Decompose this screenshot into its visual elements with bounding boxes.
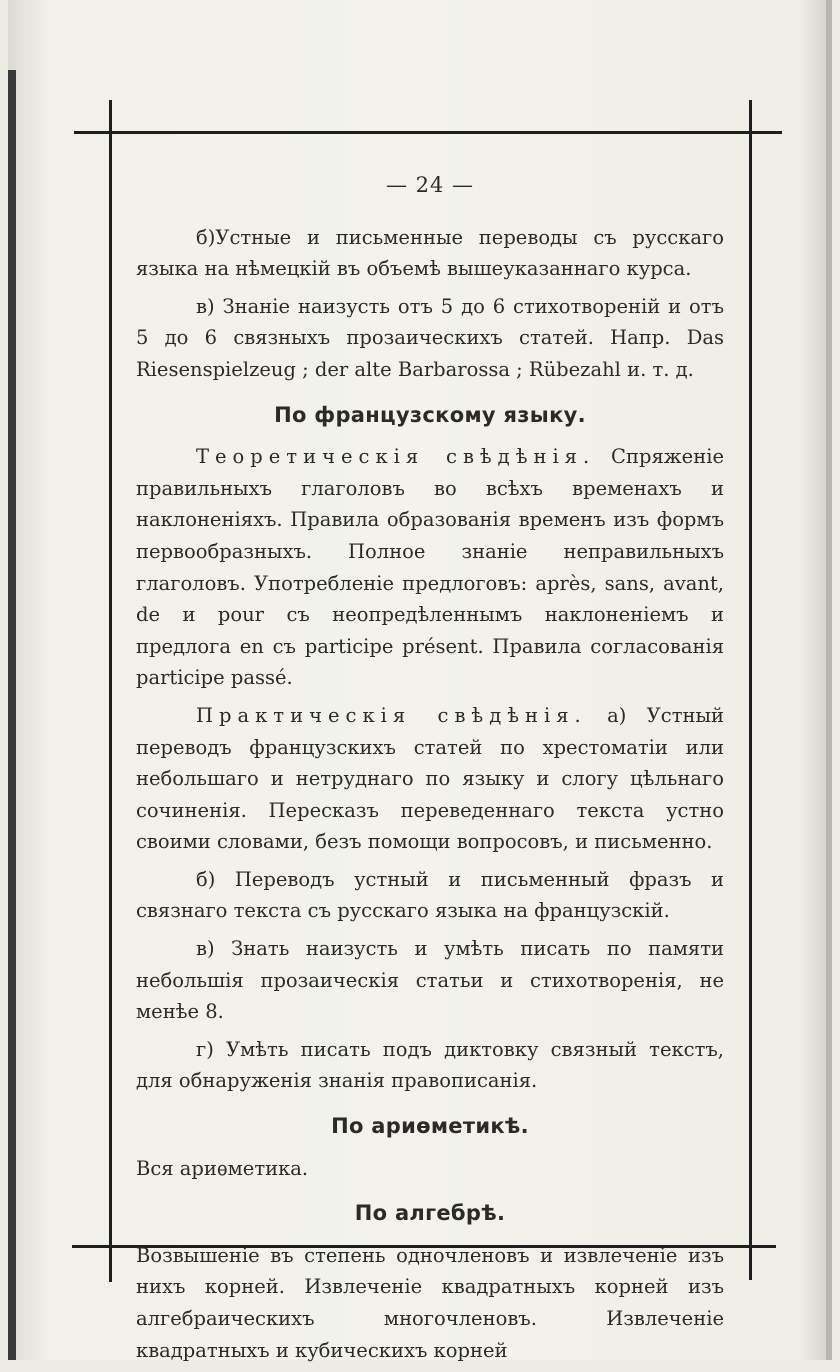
- frame-left-rule: [109, 100, 112, 1282]
- paragraph: г) Умѣть писать подъ диктовку связный текстъ, для обнаруженія знанія правописанія.: [136, 1037, 724, 1093]
- paragraph-lead: Практическія свѣдѣнія.: [196, 703, 587, 727]
- frame-right-rule: [749, 100, 752, 1280]
- frame-top-rule: [74, 131, 782, 134]
- page-text: [136, 170, 724, 1372]
- paragraph: [136, 441, 724, 694]
- paragraph: б) Переводъ устный и письменный фразъ и связнаго текста съ русскаго языка на французскій.: [136, 867, 724, 923]
- section-heading: По алгебрѣ.: [354, 1201, 506, 1226]
- book-page: [8, 0, 832, 1360]
- paragraph: б)Устные и письменные переводы съ русскаго языка на нѣмецкій въ объемѣ вышеуказаннаго курса.: [136, 225, 724, 281]
- paragraph: Возвышеніе въ степень одночленовъ и извлеченіе изъ нихъ корней. Извлеченіе квадратныхъ корней изъ алгебраическихъ многочленовъ. Извлеченіе квадратныхъ и кубическихъ корней: [136, 1243, 724, 1362]
- paragraph: в) Знаніе наизусть отъ 5 до 6 стихотвореній и отъ 5 до 6 связныхъ прозаическихъ статей. Напр. Das Riesenspielzeug ; der alte Barbarossa ; Rübezahl и. т. д.: [136, 294, 724, 381]
- paragraph: в) Знать наизусть и умѣть писать по памяти небольшія прозаическія статьи и стихотворенія, не менѣе 8.: [136, 937, 724, 1024]
- paragraph: Вся ариѳметика.: [136, 1156, 309, 1180]
- paragraph-text: Спряженіе правильныхъ глаголовъ во всѣхъ временахъ и наклоненіяхъ. Правила образованія временъ изъ формъ первообразныхъ. Полное знаніе неправильныхъ глаголовъ. Употребленіе предлоговъ: après, sans, avant, de и pour съ неопредѣленнымъ наклоненіемъ и предлога en съ participe présent. Правила согласованія participe passé.: [136, 445, 724, 690]
- paragraph-lead: Теоретическія свѣдѣнія.: [196, 445, 596, 469]
- paragraph-text: а) Устный переводъ французскихъ статей по хрестоматіи или небольшаго и нетруднаго по языку и слогу цѣльнаго сочиненія. Пересказъ переведеннаго текста устно своими словами, безъ помощи вопросовъ, и письменно.: [136, 703, 724, 854]
- binding-edge: [8, 70, 16, 1360]
- paragraph: [136, 700, 724, 858]
- page-edge: [826, 0, 832, 1360]
- section-heading: По ариѳметикѣ.: [331, 1114, 529, 1139]
- page-number: — 24 —: [385, 173, 475, 197]
- section-heading: По французскому языку.: [274, 402, 586, 427]
